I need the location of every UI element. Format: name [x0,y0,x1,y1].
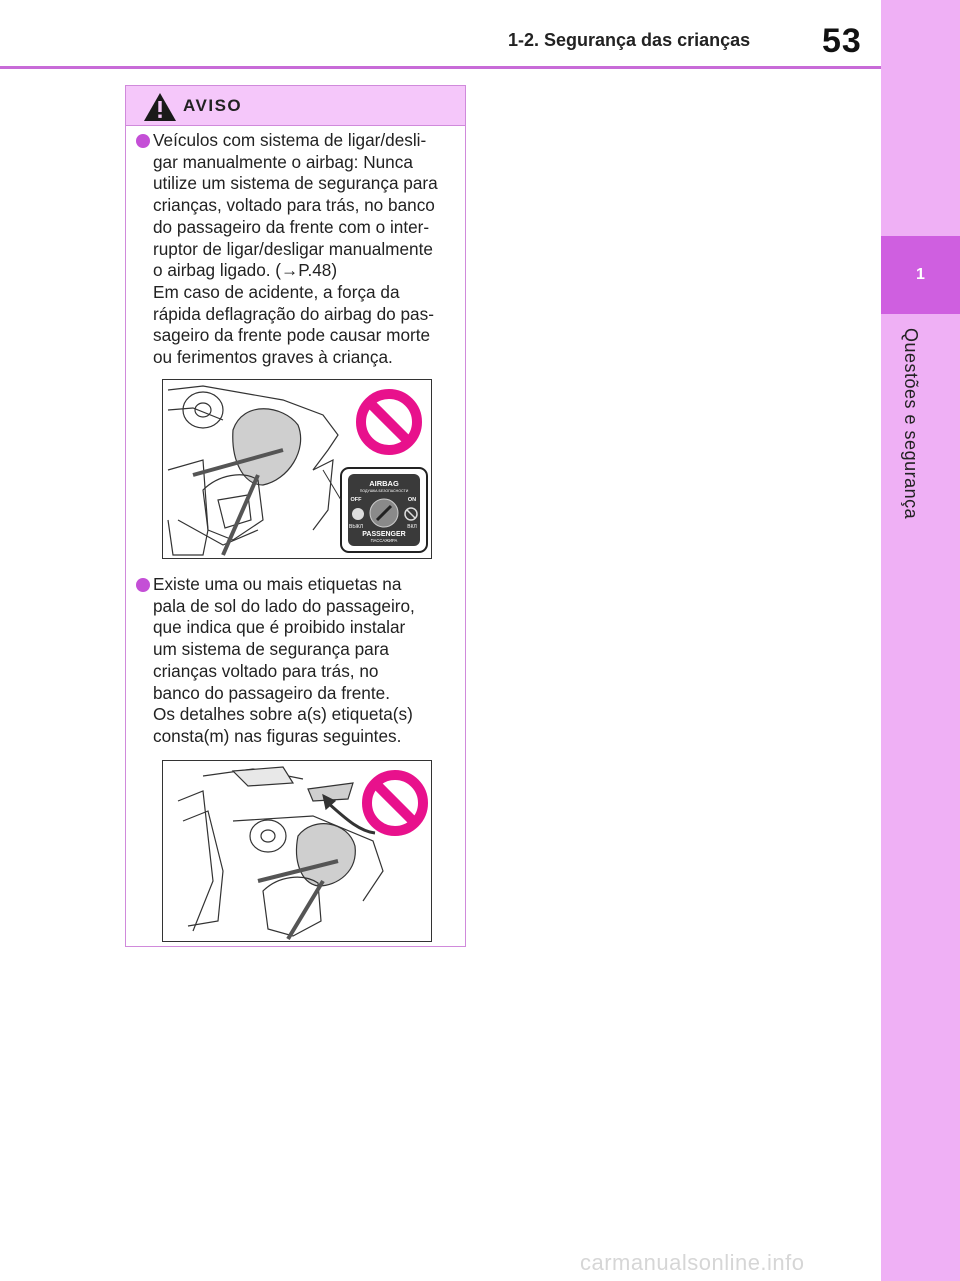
svg-text:PASSENGER: PASSENGER [362,531,406,538]
prohibition-icon [367,775,423,831]
svg-text:OFF: OFF [350,497,362,503]
page-number: 53 [822,22,862,60]
warning-header [126,86,465,126]
warning-box [125,85,466,947]
warning-item-airbag-switch: Veículos com sistema de ligar/desli- gar manualmente o airbag: Nunca utilize um sistema de segurança para crianças, voltado para trás, no banco do passageiro da frente com o inter- ruptor de ligar/desligar manualmente o airbag ligado. (→P.48) Em caso de acidente, a força da rápida deflagração do airbag do pas- sageiro da frente pode causar morte ou ferimentos graves à criança. [136,130,461,369]
watermark: carmanualsonline.info [580,1250,805,1275]
warning-title: AVISO [183,95,243,115]
sun-visor-illustration [163,761,431,941]
svg-text:ВКЛ: ВКЛ [407,524,417,530]
chapter-side-tab [881,0,960,1281]
chapter-title: Questões e segurança [901,328,921,520]
svg-text:AIRBAG: AIRBAG [369,479,399,488]
svg-text:ПОДУШКА БЕЗОПАСНОСТИ: ПОДУШКА БЕЗОПАСНОСТИ [359,489,409,493]
section-title: 1-2. Segurança das crianças [508,30,751,50]
header-divider [0,66,881,69]
svg-text:ПАССАЖИРА: ПАССАЖИРА [370,538,398,543]
svg-text:ВЫКЛ: ВЫКЛ [349,524,363,530]
figure-airbag-switch [162,379,432,559]
warning-triangle-icon [143,92,177,122]
chapter-number: 1 [916,266,925,283]
warning-item-sun-visor-label: Existe uma ou mais etiquetas na pala de sol do lado do passageiro, que indica que é proibido instalar um sistema de segurança para crianças voltado para trás, no banco do passageiro da frente. Os detalhes sobre a(s) etiqueta(s) consta(m) nas figuras seguintes. [136,574,461,748]
svg-text:ON: ON [407,497,417,503]
bullet-icon [136,134,150,148]
prohibition-icon [361,394,417,450]
bullet-icon [136,578,150,592]
airbag-switch-illustration [163,380,431,558]
figure-sun-visor-label [162,760,432,942]
chapter-number-tab[interactable] [881,236,960,314]
